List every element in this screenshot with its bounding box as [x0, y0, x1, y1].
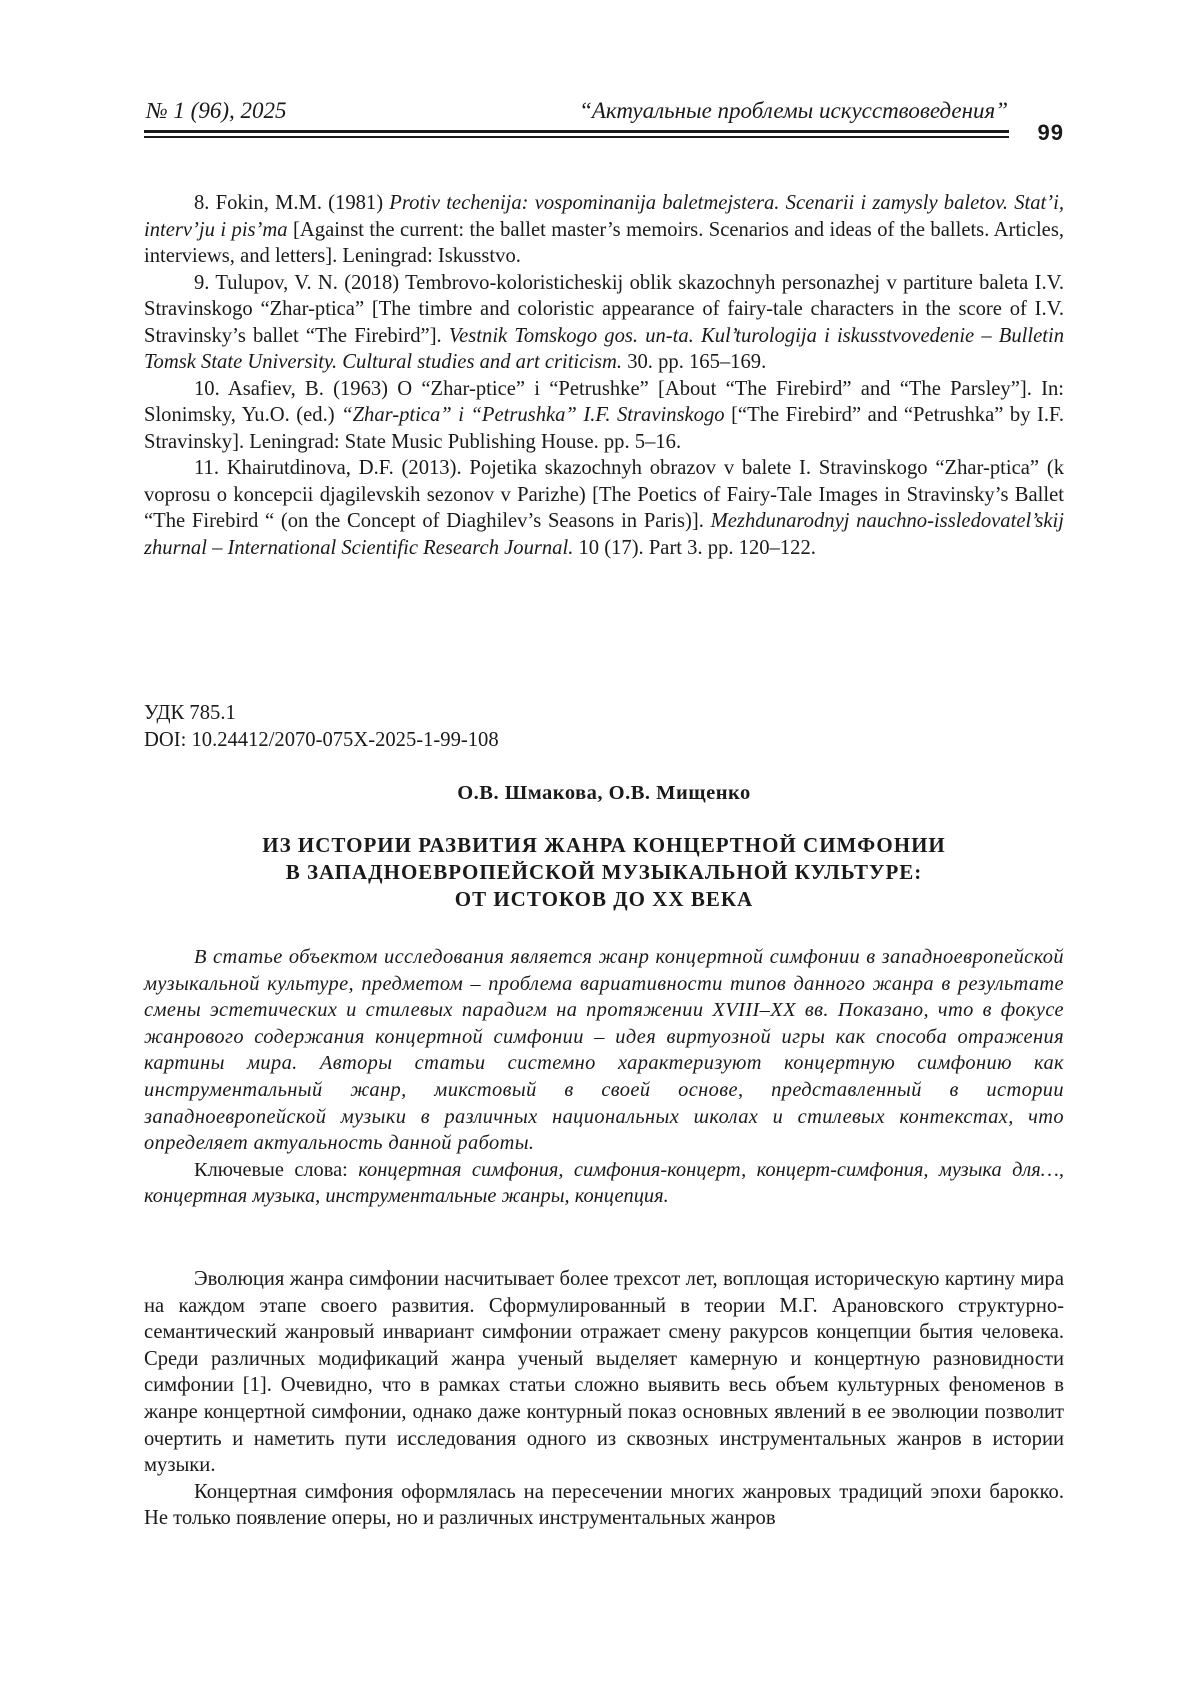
keywords-label: Ключевые слова:	[194, 1159, 358, 1181]
abstract-block	[144, 944, 1064, 1210]
header-rule-thin	[144, 136, 1009, 138]
page-number: 99	[1038, 120, 1064, 146]
article-title	[144, 832, 1064, 913]
doi: DOI: 10.24412/2070-075X-2025-1-99-108	[144, 727, 499, 754]
reference-item: 9. Tulupov, V. N. (2018) Tembrovo-koloristicheskij oblik skazochnyh personazhej v partiture baleta I.V. Stravinskogo “Zhar-ptica” [The timbre and coloristic appearance of fairy-tale characters in the score of I.V. Stravinsky’s ballet “The Firebird”]. Vestnik Tomskogo gos. un-ta. Kul’turologija i iskusstvovedenie – Bulletin Tomsk State University. Cultural studies and art criticism. 30. pp. 165–169.	[144, 270, 1064, 376]
keywords-text: концертная симфония, симфония-концерт, концерт-симфония, музыка для…, концертная музыка, инструментальные жанры, концепция.	[144, 1159, 1064, 1208]
article-meta	[144, 700, 499, 754]
reference-item: 11. Khairutdinova, D.F. (2013). Pojetika skazochnyh obrazov v balete I. Stravinskogo “Zhar-ptica” (k voprosu o koncepcii djagilevskih sezonov v Parizhe) [The Poetics of Fairy-Tale Images in Stravinsky’s Ballet “The Firebird “ (on the Concept of Diaghilev’s Seasons in Paris)]. Mezhdunarodnyj nauchno-issledovatel’skij zhurnal – International Scientific Research Journal. 10 (17). Part 3. pp. 120–122.	[144, 455, 1064, 561]
body-paragraph: Концертная симфония оформлялась на пересечении многих жанровых традиций эпохи барокко. Не только появление оперы, но и различных инструментальных жанров	[144, 1479, 1064, 1532]
article-body	[144, 1266, 1064, 1532]
running-header	[144, 98, 1064, 138]
authors: О.В. Шмакова, О.В. Мищенко	[144, 782, 1064, 805]
reference-item: 8. Fokin, M.M. (1981) Protiv techenija: vospominanija baletmejstera. Scenarii i zamysly baletov. Stat’i, interv’ju i pis’ma [Against the current: the ballet master’s memoirs. Scenarios and ideas of the ballets. Articles, interviews, and letters]. Leningrad: Iskusstvo.	[144, 190, 1064, 270]
reference-item: 10. Asafiev, B. (1963) O “Zhar-ptice” i “Petrushke” [About “The Firebird” and “The Parsley”]. In: Slonimsky, Yu.O. (ed.) “Zhar-ptica” i “Petrushka” I.F. Stravinskogo [“The Firebird” and “Petrushka” by I.F. Stravinsky]. Leningrad: State Music Publishing House. pp. 5–16.	[144, 376, 1064, 456]
issue-label: № 1 (96), 2025	[146, 98, 287, 124]
title-line: В ЗАПАДНОЕВРОПЕЙСКОЙ МУЗЫКАЛЬНОЙ КУЛЬТУРЕ:	[144, 859, 1064, 886]
title-line: ОТ ИСТОКОВ ДО XX ВЕКА	[144, 886, 1064, 913]
keywords	[144, 1157, 1064, 1210]
reference-list	[144, 190, 1064, 561]
journal-title: “Актуальные проблемы искусствоведения”	[579, 98, 1008, 124]
header-rule-thick	[144, 130, 1009, 133]
body-paragraph: Эволюция жанра симфонии насчитывает более трехсот лет, воплощая историческую картину мира на каждом этапе своего развития. Сформулированный в теории М.Г. Арановского структурно-семантический жанровый инвариант симфонии отражает смену ракурсов концепции бытия человека. Среди различных модификаций жанра ученый выделяет камерную и концертную разновидности симфонии [1]. Очевидно, что в рамках статьи сложно выявить весь объем культурных феноменов в жанре концертной симфонии, однако даже контурный показ основных явлений в ее эволюции позволит очертить и наметить пути исследования одного из сквозных инструментальных жанров в истории музыки.	[144, 1266, 1064, 1479]
title-line: ИЗ ИСТОРИИ РАЗВИТИЯ ЖАНРА КОНЦЕРТНОЙ СИМФОНИИ	[144, 832, 1064, 859]
abstract-text: В статье объектом исследования является жанр концертной симфонии в западноевропейской музыкальной культуре, предметом – проблема вариативности типов данного жанра в результате смены эстетических и стилевых парадигм на протяжении XVIII–XX вв. Показано, что в фокусе жанрового содержания концертной симфонии – идея виртуозной игры как способа отражения картины мира. Авторы статьи системно характеризуют концертную симфонию как инструментальный жанр, микстовый в своей основе, представленный в истории западноевропейской музыки в различных национальных школах и стилевых контекстах, что определяет актуальность данной работы.	[144, 944, 1064, 1157]
udk-code: УДК 785.1	[144, 700, 499, 727]
